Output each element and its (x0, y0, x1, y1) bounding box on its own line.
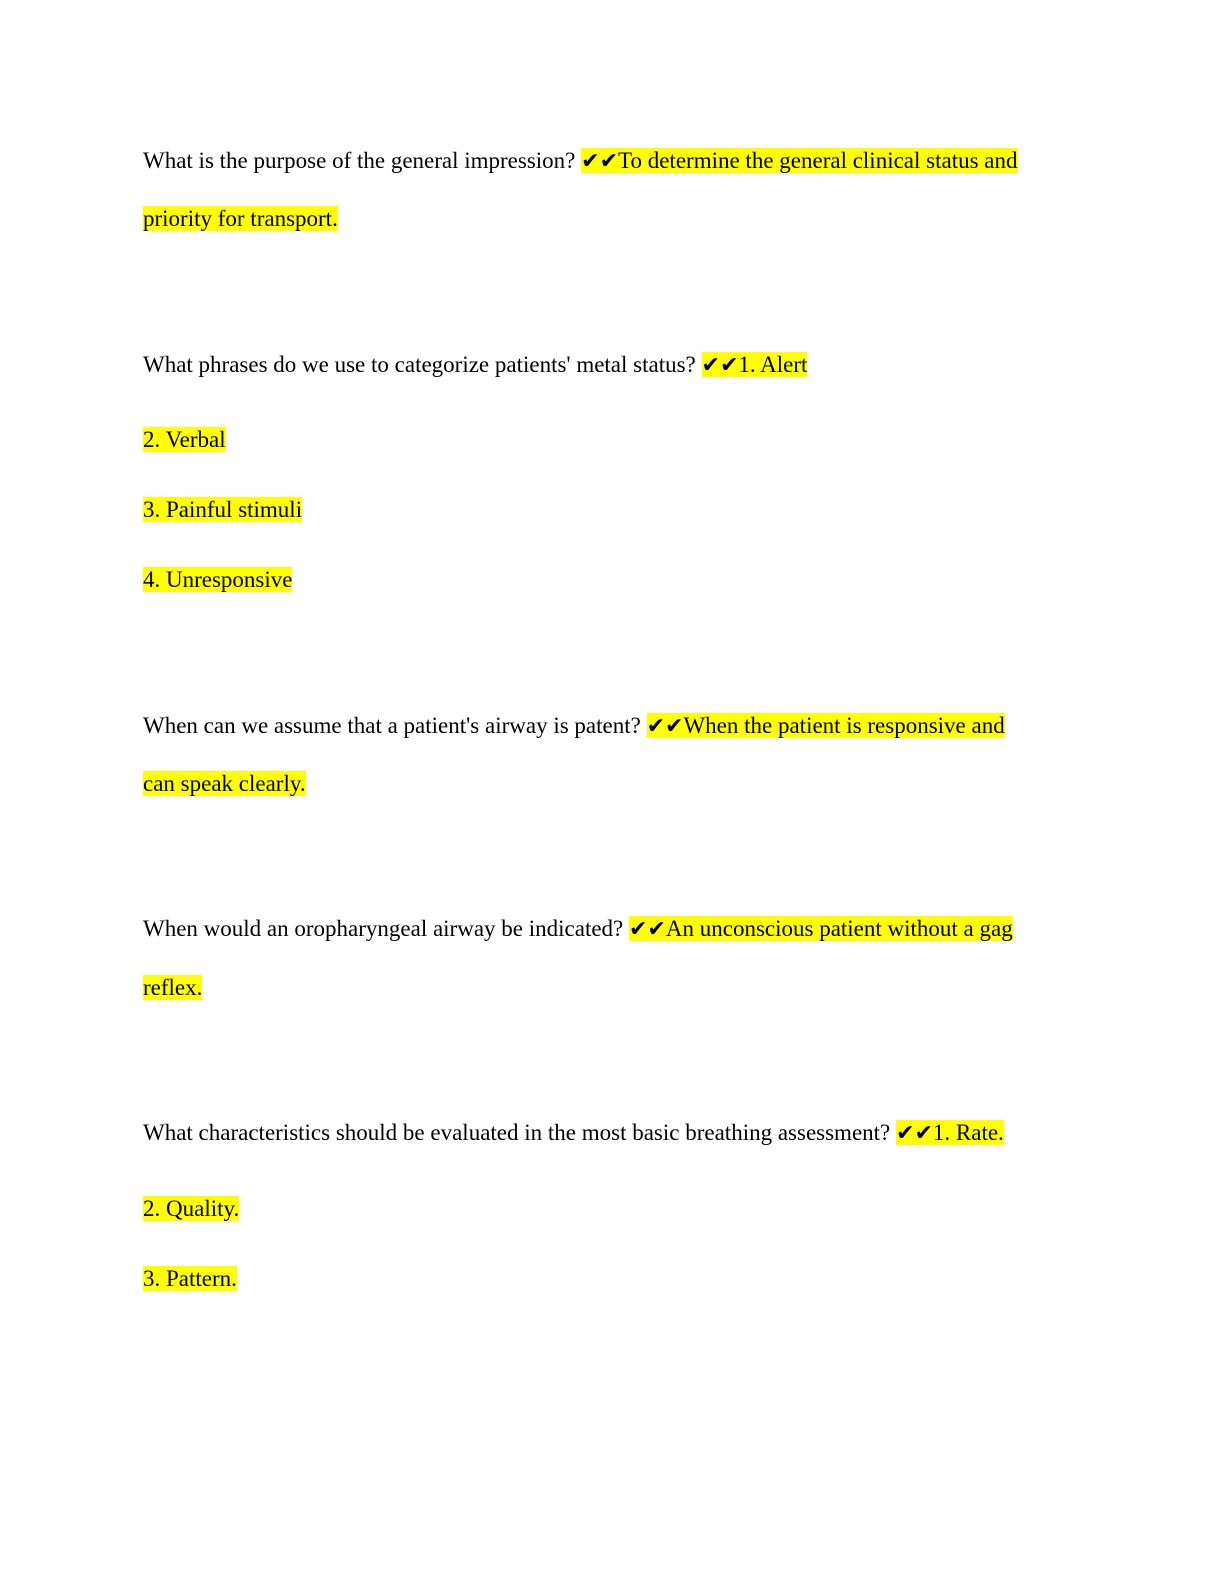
answer-line (143, 1194, 239, 1224)
double-check-icon: ✔✔ (646, 714, 684, 739)
question-text: When can we assume that a patient's airway is patent? (143, 713, 641, 738)
answer-text: reflex. (143, 975, 203, 1000)
answer-text: When the patient is responsive and (683, 713, 1005, 738)
double-check-icon: ✔✔ (629, 917, 666, 942)
answer-text: To determine the general clinical status and (618, 148, 1018, 173)
answer-line (143, 495, 302, 525)
double-check-icon: ✔✔ (581, 149, 619, 174)
answer-highlight (647, 713, 1005, 738)
answer-line (143, 769, 306, 799)
question-text: What phrases do we use to categorize patients' metal status? (143, 352, 696, 377)
double-check-icon: ✔✔ (896, 1121, 933, 1146)
answer-line (143, 565, 292, 595)
double-check-icon: ✔✔ (701, 353, 739, 378)
answer-line (143, 973, 202, 1003)
question-line (143, 711, 1005, 742)
question-line (143, 146, 1018, 177)
answer-text: 1. Rate. (932, 1120, 1004, 1145)
question-text: What characteristics should be evaluated in the most basic breathing assessment? (143, 1120, 891, 1145)
answer-text: priority for transport. (143, 206, 338, 231)
answer-text: 2. Quality. (143, 1196, 240, 1221)
answer-line (143, 425, 226, 455)
answer-highlight (702, 352, 808, 377)
answer-text: 4. Unresponsive (143, 567, 293, 592)
answer-text: 3. Pattern. (143, 1266, 237, 1291)
question-line (143, 914, 1013, 945)
question-line (143, 1118, 1004, 1149)
answer-highlight (629, 916, 1013, 941)
question-text: What is the purpose of the general impression? (143, 148, 576, 173)
answer-highlight (581, 148, 1017, 173)
answer-highlight (896, 1120, 1004, 1145)
question-line (143, 350, 807, 381)
answer-text: 3. Painful stimuli (143, 497, 303, 522)
answer-text: can speak clearly. (143, 771, 306, 796)
answer-line (143, 204, 338, 234)
answer-text: 2. Verbal (143, 427, 226, 452)
answer-text: 1. Alert (738, 352, 808, 377)
question-text: When would an oropharyngeal airway be indicated? (143, 916, 624, 941)
answer-text: An unconscious patient without a gag (665, 916, 1013, 941)
answer-line (143, 1264, 237, 1294)
